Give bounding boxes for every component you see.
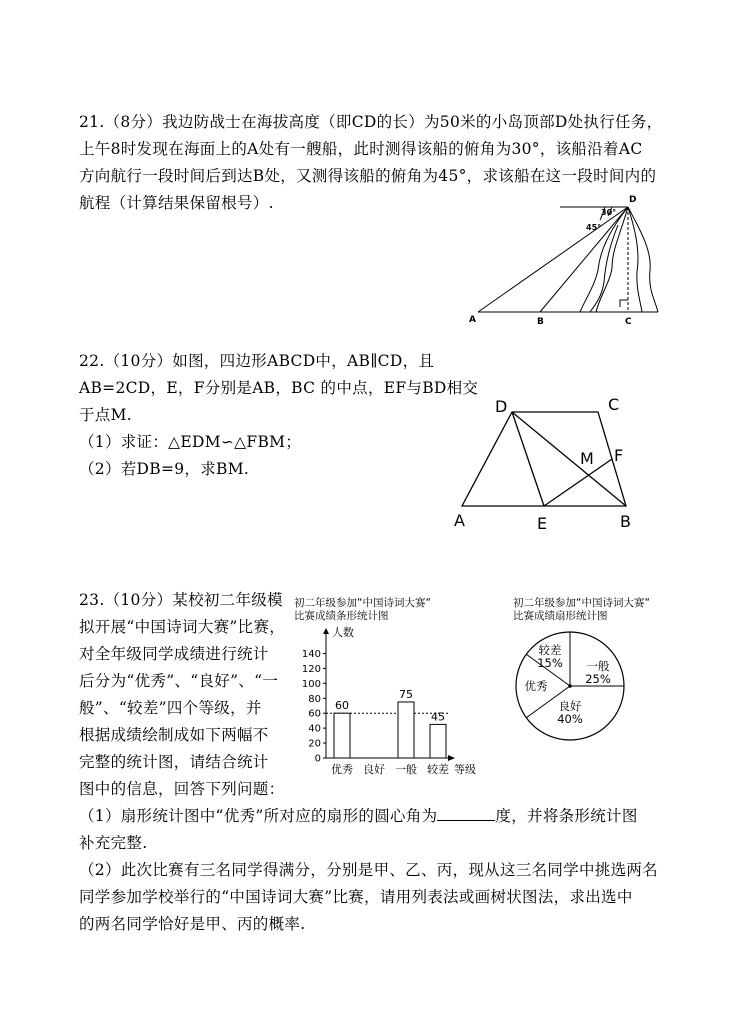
pie-chart xyxy=(504,622,644,762)
bar-chart-title-2: 比赛成绩条形统计图 xyxy=(294,610,389,622)
q23-part1-text-b: 度，并将条形统计图 xyxy=(495,807,638,825)
q22-line-1: 22.（10分）如图，四边形ABCD中，AB∥CD，且 xyxy=(79,352,435,370)
bar-category-label-一般: 一般 xyxy=(395,763,417,776)
q21-line-DA xyxy=(478,207,628,312)
pie-value-label-较差: 15% xyxy=(537,656,563,670)
bar-category-label-优秀: 优秀 xyxy=(331,763,353,776)
bar-chart-title-1: 初二年级参加“中国诗词大赛“ xyxy=(294,597,431,609)
q21-line-3: 方向航行一段时间后到达B处，又测得该船的俯角为45°，求该船在这一段时间内的 xyxy=(79,167,657,185)
bar-xlabel: 等级 xyxy=(454,763,476,776)
q22-label-A: A xyxy=(454,511,465,530)
q21-cliff-5 xyxy=(590,225,618,312)
pie-label-良好: 良好 xyxy=(558,699,582,713)
bar-一般 xyxy=(398,702,414,758)
bar-ytick-label-120: 120 xyxy=(301,663,321,675)
q21-arc-45 xyxy=(600,207,605,220)
q23-line-2: 拟开展“中国诗词大赛”比赛， xyxy=(79,618,286,636)
q21-label-C: C xyxy=(625,317,632,327)
q21-line-4: 航程（计算结果保留根号）. xyxy=(79,194,274,212)
pie-label-优秀: 优秀 xyxy=(524,679,548,693)
q22-label-B: B xyxy=(620,512,631,531)
pie-chart-title-2: 比赛成绩扇形统计图 xyxy=(513,610,608,622)
q23-part2-line-2: 同学参加学校举行的“中国诗词大赛”比赛，请用列表法或画树状图法，求出选中 xyxy=(79,888,633,906)
pie-center xyxy=(568,684,572,688)
q23-answer-blank[interactable] xyxy=(437,806,495,821)
bar-category-label-良好: 良好 xyxy=(363,763,385,776)
q21-cliff-1 xyxy=(580,207,628,312)
q23-line-8: 图中的信息，回答下列问题： xyxy=(79,780,285,798)
q23-part1-text-a: （1）扇形统计图中“优秀”所对应的扇形的圆心角为 xyxy=(79,807,438,825)
q22-label-E: E xyxy=(537,514,548,533)
q23-part2-line-3: 的两名同学恰好是甲、丙的概率. xyxy=(79,915,306,933)
bar-ytick-label-40: 40 xyxy=(308,723,321,735)
q21-line-1: 21.（8分）我边防战士在海拔高度（即CD的长）为50米的小岛顶部D处执行任务， xyxy=(79,113,663,131)
q23-part1-line-2: 补充完整. xyxy=(79,834,148,852)
q23-line-1: 23.（10分）某校初二年级模 xyxy=(79,591,283,609)
q21-label-A: A xyxy=(469,315,476,325)
q23-part2-line-1: （2）此次比赛有三名同学得满分，分别是甲、乙、丙，现从这三名同学中挑选两名 xyxy=(79,861,658,879)
bar-ytick-label-0: 0 xyxy=(314,753,321,765)
bar-ylabel: 人数 xyxy=(332,626,354,639)
q22-line-EF xyxy=(544,459,612,506)
q23-line-6: 根据成绩绘制成如下两幅不 xyxy=(79,726,269,744)
q21-cliff-4 xyxy=(628,207,642,312)
q21-label-30: 30° xyxy=(601,208,617,217)
bar-优秀 xyxy=(334,713,350,758)
q22-label-D: D xyxy=(495,397,508,416)
q21-label-B: B xyxy=(537,317,544,327)
pie-label-较差: 较差 xyxy=(538,643,562,657)
q23-line-3: 对全年级同学成绩进行统计 xyxy=(79,645,269,663)
q21-label-45: 45° xyxy=(586,223,602,232)
q22-line-DB xyxy=(512,412,626,506)
q22-label-F: F xyxy=(614,446,624,465)
q22-line-3: 于点M. xyxy=(79,406,132,424)
q21-arc-30 xyxy=(608,207,612,216)
q21-right-angle xyxy=(620,300,628,307)
q21-label-D: D xyxy=(629,195,637,205)
q21-cliff-2 xyxy=(596,207,628,312)
bar-ytick-label-100: 100 xyxy=(301,678,321,690)
q22-label-M: M xyxy=(580,449,594,468)
q21-cliff-3 xyxy=(628,207,658,312)
q23-line-5: 般”、“较差”四个等级，并 xyxy=(79,699,262,717)
q23-line-7: 完整的统计图，请结合统计 xyxy=(79,753,269,771)
bar-chart xyxy=(290,620,490,780)
bar-ytick-label-20: 20 xyxy=(308,738,321,750)
bar-x-axis-arrow xyxy=(448,755,455,761)
q22-line-2: AB=2CD，E，F分别是AB，BC 的中点，EF与BD相交 xyxy=(79,379,479,397)
q22-part-2: （2）若DB=9，求BM. xyxy=(79,460,250,478)
bar-ytick-label-60: 60 xyxy=(308,708,321,720)
bar-较差 xyxy=(430,724,446,758)
q21-line-DB xyxy=(540,207,628,312)
pie-label-一般: 一般 xyxy=(586,659,610,673)
pie-value-label-良好: 40% xyxy=(557,712,583,726)
bar-ytick-label-80: 80 xyxy=(308,693,321,705)
bar-value-label-一般: 75 xyxy=(399,688,413,701)
bar-value-label-较差: 45 xyxy=(431,710,445,724)
pie-chart-title-1: 初二年级参加“中国诗词大赛“ xyxy=(513,597,650,609)
q23-part1-line-1 xyxy=(79,804,638,826)
bar-ytick-label-140: 140 xyxy=(301,648,321,660)
q22-label-C: C xyxy=(608,395,620,414)
q22-quadrilateral xyxy=(462,412,626,506)
bar-y-axis-arrow xyxy=(323,628,329,634)
bar-category-label-较差: 较差 xyxy=(427,763,449,776)
pie-value-label-一般: 25% xyxy=(585,672,611,686)
q22-part-1: （1）求证：△EDM∽△FBM； xyxy=(79,433,302,451)
q21-line-2: 上午8时发现在海面上的A处有一艘船，此时测得该船的俯角为30°，该船沿着AC xyxy=(79,140,643,158)
bar-value-label-优秀: 60 xyxy=(335,699,349,713)
q22-line-DE xyxy=(512,412,544,506)
q23-line-4: 后分为“优秀”、“良好”、“一 xyxy=(79,672,279,690)
